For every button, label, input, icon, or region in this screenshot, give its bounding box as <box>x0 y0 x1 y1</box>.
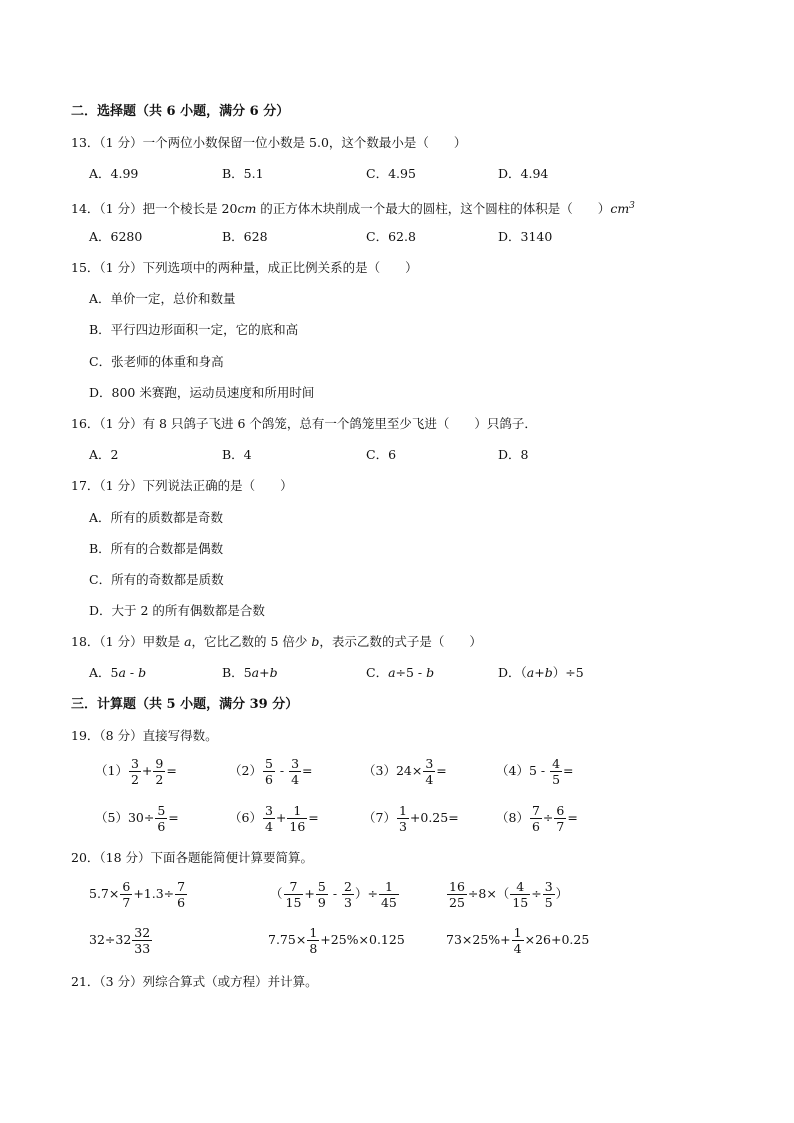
q20-expr-2: （ $\frac{7}{15}$ + $\frac{5}{9}$ - $\frac{2}{3}$ ）÷ $\frac{1}{45}$ <box>270 879 397 910</box>
q15-option-a[interactable]: A．单价一定，总价和数量 <box>89 291 236 306</box>
q17-option-a[interactable]: A．所有的质数都是奇数 <box>89 510 224 525</box>
q20-expr-6: 73×25%+ $\frac{1}{4}$ ×26+0.25 <box>446 925 590 956</box>
q19-item-3: （3）24× $\frac{3}{4}$ = <box>363 756 447 787</box>
q20-expr-5: 7.75× $\frac{1}{8}$ +25%×0.125 <box>268 925 405 956</box>
q20-expr-3: $\frac{16}{25}$ ÷8×（ $\frac{4}{15}$ ÷ $\frac{3}{5}$ ） <box>449 879 569 910</box>
q13-option-b[interactable]: B．5.1 <box>222 166 264 181</box>
q17-option-d[interactable]: D．大于 2 的所有偶数都是合数 <box>89 603 265 618</box>
question-20-stem: 20．（18 分）下面各题能简便计算要简算。 <box>71 850 314 865</box>
q14-option-c[interactable]: C．62.8 <box>366 229 416 244</box>
q17-option-c[interactable]: C．所有的奇数都是质数 <box>89 572 224 587</box>
q16-option-d[interactable]: D．8 <box>498 447 529 462</box>
q15-option-b[interactable]: B．平行四边形面积一定，它的底和高 <box>89 322 299 337</box>
q20-expr-4: 32÷32 $\frac{32}{33}$ <box>89 925 151 956</box>
question-14-stem: 14．（1 分）把一个棱长是 20cm 的正方体木块削成一个最大的圆柱，这个圆柱的体积是（ ）$cm^3$ <box>71 201 635 217</box>
q14-option-d[interactable]: D．3140 <box>498 229 553 244</box>
question-18-stem: 18．（1 分）甲数是 a，它比乙数的 5 倍少 b，表示乙数的式子是（ ） <box>71 634 482 649</box>
question-19-stem: 19．（8 分）直接写得数。 <box>71 728 218 743</box>
q13-option-d[interactable]: D．4.94 <box>498 166 549 181</box>
q20-expr-1: 5.7× $\frac{6}{7}$ +1.3÷ $\frac{7}{6}$ <box>89 879 186 910</box>
q18-option-a[interactable]: A．5a - b <box>89 665 147 680</box>
q19-item-8: （8） $\frac{7}{6}$ ÷ $\frac{6}{7}$ = <box>496 803 578 834</box>
q17-option-b[interactable]: B．所有的合数都是偶数 <box>89 541 224 556</box>
q16-option-c[interactable]: C．6 <box>366 447 397 462</box>
section-title-choice: 二．选择题（共 6 小题，满分 6 分） <box>71 104 290 119</box>
q19-item-6: （6） $\frac{3}{4}$ + $\frac{1}{16}$ = <box>229 803 319 834</box>
q19-item-4: （4）5 - $\frac{4}{5}$ = <box>496 756 574 787</box>
q16-option-b[interactable]: B．4 <box>222 447 252 462</box>
question-16-stem: 16．（1 分）有 8 只鸽子飞进 6 个鸽笼，总有一个鸽笼里至少飞进（ ）只鸽子． <box>71 416 537 431</box>
q13-option-a[interactable]: A．4.99 <box>89 166 139 181</box>
question-21-stem: 21．（3 分）列综合算式（或方程）并计算。 <box>71 974 318 989</box>
q14-option-a[interactable]: A．6280 <box>89 229 143 244</box>
q19-item-5: （5）30÷ $\frac{5}{6}$ = <box>95 803 179 834</box>
q18-option-b[interactable]: B．5a+b <box>222 665 278 680</box>
q13-option-c[interactable]: C．4.95 <box>366 166 416 181</box>
q16-option-a[interactable]: A．2 <box>89 447 119 462</box>
q19-item-1: （1） $\frac{3}{2}$ + $\frac{9}{2}$ = <box>95 756 177 787</box>
q18-option-c[interactable]: C．a÷5 - b <box>366 665 435 680</box>
q18-option-d[interactable]: D．（a+b）÷5 <box>498 665 584 680</box>
section-title-calc: 三．计算题（共 5 小题，满分 39 分） <box>71 697 299 712</box>
q19-item-2: （2） $\frac{5}{6}$ - $\frac{3}{4}$ = <box>229 756 313 787</box>
q14-option-b[interactable]: B．628 <box>222 229 268 244</box>
q19-item-7: （7） $\frac{1}{3}$ +0.25= <box>363 803 459 834</box>
question-13-stem: 13．（1 分）一个两位小数保留一位小数是 5.0，这个数最小是（ ） <box>71 135 467 150</box>
q15-option-c[interactable]: C．张老师的体重和身高 <box>89 354 224 369</box>
q15-option-d[interactable]: D．800 米赛跑，运动员速度和所用时间 <box>89 385 315 400</box>
question-17-stem: 17．（1 分）下列说法正确的是（ ） <box>71 478 293 493</box>
question-15-stem: 15．（1 分）下列选项中的两种量，成正比例关系的是（ ） <box>71 260 418 275</box>
